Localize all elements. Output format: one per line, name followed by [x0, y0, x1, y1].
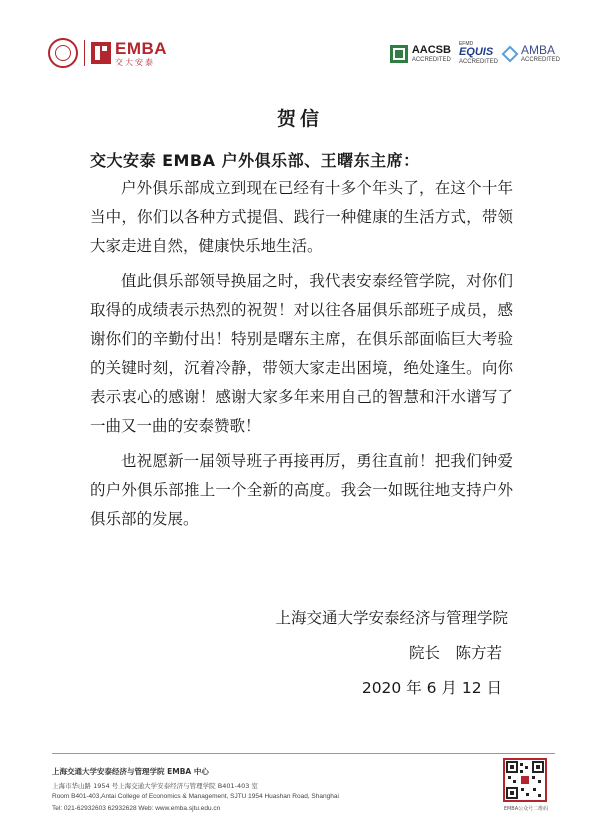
- signature-name: 院长 陈方若: [408, 644, 502, 662]
- equis-text: EQUIS: [458, 46, 494, 58]
- qr-code-icon: [503, 758, 547, 802]
- letter-body: [90, 174, 513, 540]
- amba-diamond-icon: [501, 45, 518, 62]
- amba-logo: [504, 44, 560, 63]
- letter-date: 2020 年 6 月 12 日: [361, 679, 502, 697]
- sjtu-seal-icon: [48, 38, 78, 68]
- aacsb-icon: [390, 45, 408, 63]
- signature-organization: 上海交通大学安泰经济与管理学院: [275, 609, 508, 627]
- letter-title: 贺信: [276, 108, 323, 130]
- footer-address-en: Room B401-403,Antai College of Economics & Management, SJTU 1954 Huashan Road, Shanghai: [52, 793, 339, 800]
- footer-title: 上海交通大学安泰经济与管理学院 EMBA 中心: [52, 767, 209, 776]
- emba-logo-text: EMBA: [115, 38, 168, 58]
- footer-divider: [52, 753, 555, 754]
- aacsb-accredited: ACCREDITED: [411, 56, 451, 63]
- aacsb-text: AACSB: [411, 43, 451, 56]
- footer-address-cn: 上海市华山路 1954 号上海交通大学安泰经济与管理学院 B401-403 室: [52, 782, 258, 790]
- amba-text: AMBA: [520, 43, 555, 57]
- aacsb-logo: [412, 45, 451, 63]
- footer-contact: Tel: 021-62932603 62932628 Web: www.emba.sjtu.edu.cn: [52, 805, 221, 812]
- equis-logo: [459, 42, 498, 65]
- amba-accredited: ACCREDITED: [520, 57, 560, 63]
- efmd-text: EFMD: [458, 41, 474, 47]
- letter-paragraph: 户外俱乐部成立到现在已经有十多个年头了，在这个十年当中，你们以各种方式提倡、践行一种健康的生活方式，带领大家走进自然，健康快乐地生活。: [90, 179, 513, 255]
- qr-caption: EMBA公众号二维码: [503, 806, 549, 812]
- emba-logo-subtext: 交大安泰: [115, 57, 155, 67]
- accreditation-logos: [390, 42, 560, 65]
- logo-divider: [84, 40, 85, 66]
- letter-paragraph: 也祝愿新一届领导班子再接再厉，勇往直前！把我们钟爱的户外俱乐部推上一个全新的高度。我会一如既往地支持户外俱乐部的发展。: [90, 452, 513, 528]
- letter-salutation: 交大安泰 EMBA 户外俱乐部、王曙东主席：: [90, 151, 420, 170]
- sjtu-emba-logo: [48, 38, 167, 68]
- letter-paragraph: 值此俱乐部领导换届之时，我代表安泰经管学院，对你们取得的成绩表示热烈的祝贺！对以往各届俱乐部班子成员，感谢你们的辛勤付出！特别是曙东主席，在俱乐部面临巨大考验的关键时刻，沉着冷静，带领大家走出困境，绝处逢生。向你表示衷心的感谢！感谢大家多年来用自己的智慧和汗水谱写了一曲又一曲的安泰赞歌！: [90, 272, 513, 435]
- emba-mark-icon: [91, 42, 111, 64]
- equis-accredited: ACCREDITED: [458, 59, 498, 65]
- letterhead: [0, 38, 600, 74]
